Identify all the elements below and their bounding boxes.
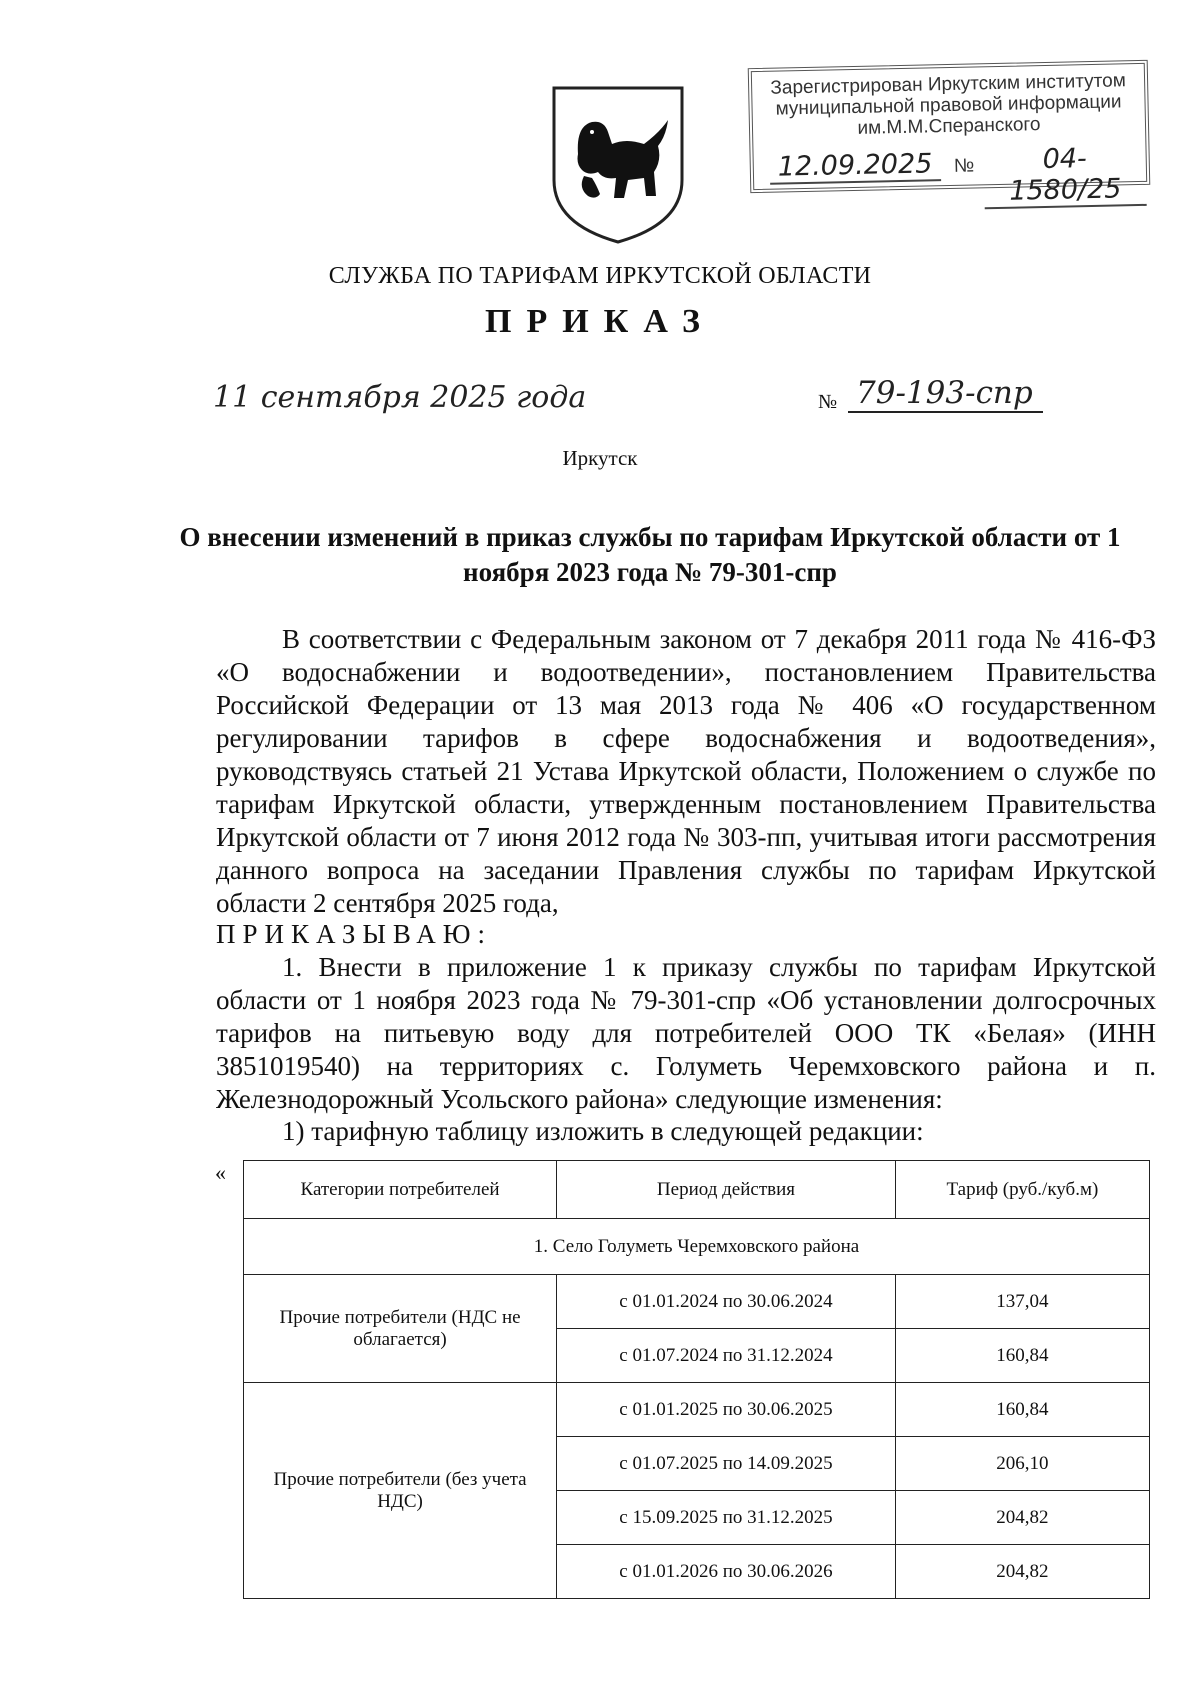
service-name: СЛУЖБА ПО ТАРИФАМ ИРКУТСКОЙ ОБЛАСТИ	[328, 263, 872, 289]
tariff-cell: 204,82	[895, 1491, 1149, 1545]
table-header-row	[244, 1161, 1150, 1219]
order-date: 11 сентября 2025 года	[213, 380, 587, 415]
period-cell: с 01.01.2025 по 30.06.2025	[557, 1383, 896, 1437]
period-cell: с 01.07.2024 по 31.12.2024	[557, 1329, 896, 1383]
period-cell: с 01.07.2025 по 14.09.2025	[557, 1437, 896, 1491]
stamp-number: 04-1580/25	[983, 142, 1146, 209]
category-cell: Прочие потребители (без учета НДС)	[244, 1383, 557, 1599]
item-1-1-paragraph: 1) тарифную таблицу изложить в следующей редакции:	[282, 1116, 924, 1146]
tariff-cell: 137,04	[895, 1275, 1149, 1329]
header-tariff: Тариф (руб./куб.м)	[895, 1161, 1149, 1219]
table-section-row	[244, 1219, 1150, 1275]
document-type: ПРИКАЗ	[485, 303, 715, 340]
tariff-cell: 160,84	[895, 1383, 1149, 1437]
stamp-number-label: №	[953, 155, 975, 177]
period-cell: с 15.09.2025 по 31.12.2025	[557, 1491, 896, 1545]
city: Иркутск	[562, 446, 638, 470]
stamp-date: 12.09.2025	[769, 148, 940, 185]
order-word: ПРИКАЗЫВАЮ:	[216, 919, 492, 949]
tariff-table	[243, 1160, 1150, 1599]
document-title: О внесении изменений в приказ службы по тарифам Иркутской области от 1 ноября 2023 года № 79-301-спр	[179, 522, 1121, 587]
table-row	[244, 1275, 1150, 1329]
period-cell: с 01.01.2026 по 30.06.2026	[557, 1545, 896, 1599]
section-label: 1. Село Голуметь Черемховского района	[244, 1219, 1150, 1275]
header-period: Период действия	[557, 1161, 896, 1219]
stamp-line-2: муниципальной правовой информации	[775, 91, 1122, 120]
header-category: Категории потребителей	[244, 1161, 557, 1219]
period-cell: с 01.01.2024 по 30.06.2024	[557, 1275, 896, 1329]
order-number-label: №	[818, 391, 838, 413]
registration-stamp	[748, 60, 1151, 207]
table-row	[244, 1383, 1150, 1437]
tariff-cell: 206,10	[895, 1437, 1149, 1491]
coat-of-arms-emblem	[548, 84, 688, 246]
opening-quote: «	[215, 1160, 226, 1185]
order-number: 79-193-спр	[848, 375, 1043, 413]
tariff-cell: 160,84	[895, 1329, 1149, 1383]
tariff-cell: 204,82	[895, 1545, 1149, 1599]
item-1-paragraph: 1. Внести в приложение 1 к приказу службы по тарифам Иркутской области от 1 ноября 2023 года № 79-301-спр «Об установлении долгосрочных тарифов на питьевую воду для потребителей ООО ТК «Белая» (ИНН 3851019540) на территориях с. Голуметь Черемховского района и п. Железнодорожный Усольского района» следующие изменения:	[216, 952, 1156, 1114]
category-cell: Прочие потребители (НДС не облагается)	[244, 1275, 557, 1383]
stamp-line-1: Зарегистрирован Иркутским институтом	[770, 70, 1127, 99]
stamp-line-3: им.М.М.Сперанского	[857, 114, 1041, 139]
preamble-paragraph: В соответствии с Федеральным законом от 7 декабря 2011 года № 416-ФЗ «О водоснабжении и водоотведении», постановлением Правительства Российской Федерации от 13 мая 2013 года № 406 «О государственном регулировании тарифов в сфере водоснабжения и водоотведения», руководствуясь статьей 21 Устава Иркутской области, Положением о службе по тарифам Иркутской области, утвержденным постановлением Правительства Иркутской области от 7 июня 2012 года № 303-пп, учитывая итоги рассмотрения данного вопроса на заседании Правления службы по тарифам Иркутской области 2 сентября 2025 года,	[216, 624, 1156, 918]
